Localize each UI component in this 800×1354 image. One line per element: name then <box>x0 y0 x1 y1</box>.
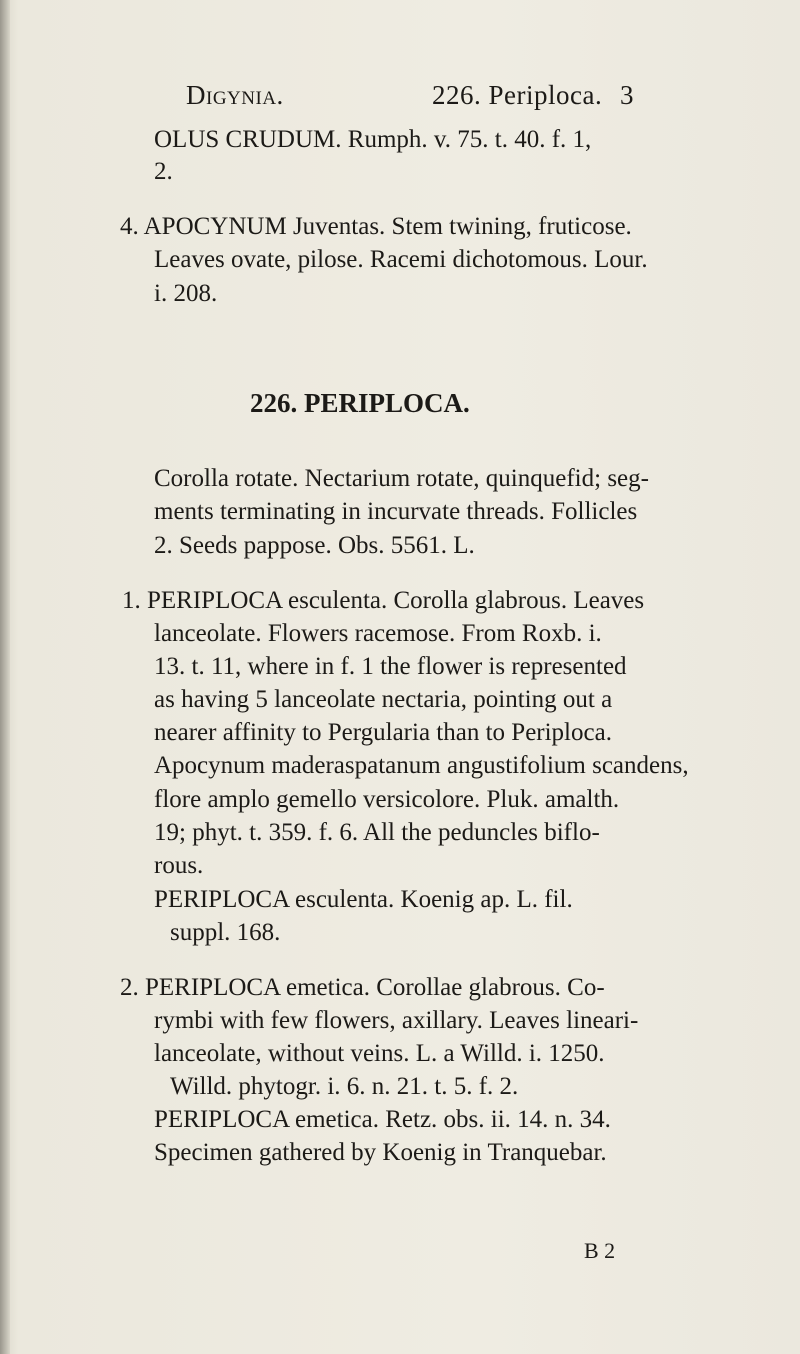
text-line: flore amplo gemello versicolore. Pluk. amalth. <box>154 786 620 813</box>
signature-mark: B 2 <box>584 1238 616 1263</box>
text-line: as having 5 lanceolate nectaria, pointing out a <box>154 686 613 713</box>
header-class-name: Digynia. <box>186 80 284 110</box>
text-line: Willd. phytogr. i. 6. n. 21. t. 5. f. 2. <box>170 1073 519 1100</box>
text-line: rous. <box>154 852 204 879</box>
text-line: lanceolate. Flowers racemose. From Roxb. i. <box>154 620 602 647</box>
text-line: 13. t. 11, where in f. 1 the flower is represented <box>154 653 627 680</box>
text-line: 19; phyt. t. 359. f. 6. All the peduncles biflo- <box>154 819 600 846</box>
text-line: Apocynum maderaspatanum angustifolium scandens, <box>154 752 689 779</box>
text-line: Specimen gathered by Koenig in Tranquebar. <box>154 1139 607 1166</box>
genus-heading: 226. PERIPLOCA. <box>250 388 470 418</box>
page-edge-shadow <box>0 0 10 1354</box>
text-line: 4. APOCYNUM Juventas. Stem twining, fruticose. <box>120 213 632 240</box>
text-line: 2. Seeds pappose. Obs. 5561. L. <box>154 532 475 559</box>
text-line: lanceolate, without veins. L. a Willd. i. 1250. <box>154 1040 605 1067</box>
text-line: suppl. 168. <box>170 919 281 946</box>
text-line: 1. PERIPLOCA esculenta. Corolla glabrous. Leaves <box>122 587 645 614</box>
text-line: rymbi with few flowers, axillary. Leaves lineari- <box>154 1007 639 1034</box>
text-line: OLUS CRUDUM. Rumph. v. 75. t. 40. f. 1, <box>154 126 592 153</box>
text-line: i. 208. <box>154 280 218 307</box>
text-line: ments terminating in incurvate threads. Follicles <box>154 498 638 525</box>
header-section: 226. Periploca. <box>432 80 603 110</box>
text-line: PERIPLOCA emetica. Retz. obs. ii. 14. n. 34. <box>154 1106 611 1133</box>
page-number: 3 <box>620 80 634 110</box>
text-line: 2. PERIPLOCA emetica. Corollae glabrous. Co- <box>120 974 605 1001</box>
text-line: 2. <box>154 158 173 185</box>
running-header <box>0 80 800 120</box>
text-line: Corolla rotate. Nectarium rotate, quinquefid; seg- <box>154 465 649 492</box>
text-line: nearer affinity to Pergularia than to Periploca. <box>154 719 612 746</box>
text-line: PERIPLOCA esculenta. Koenig ap. L. fil. <box>154 886 573 913</box>
text-line: Leaves ovate, pilose. Racemi dichotomous. Lour. <box>154 246 648 273</box>
